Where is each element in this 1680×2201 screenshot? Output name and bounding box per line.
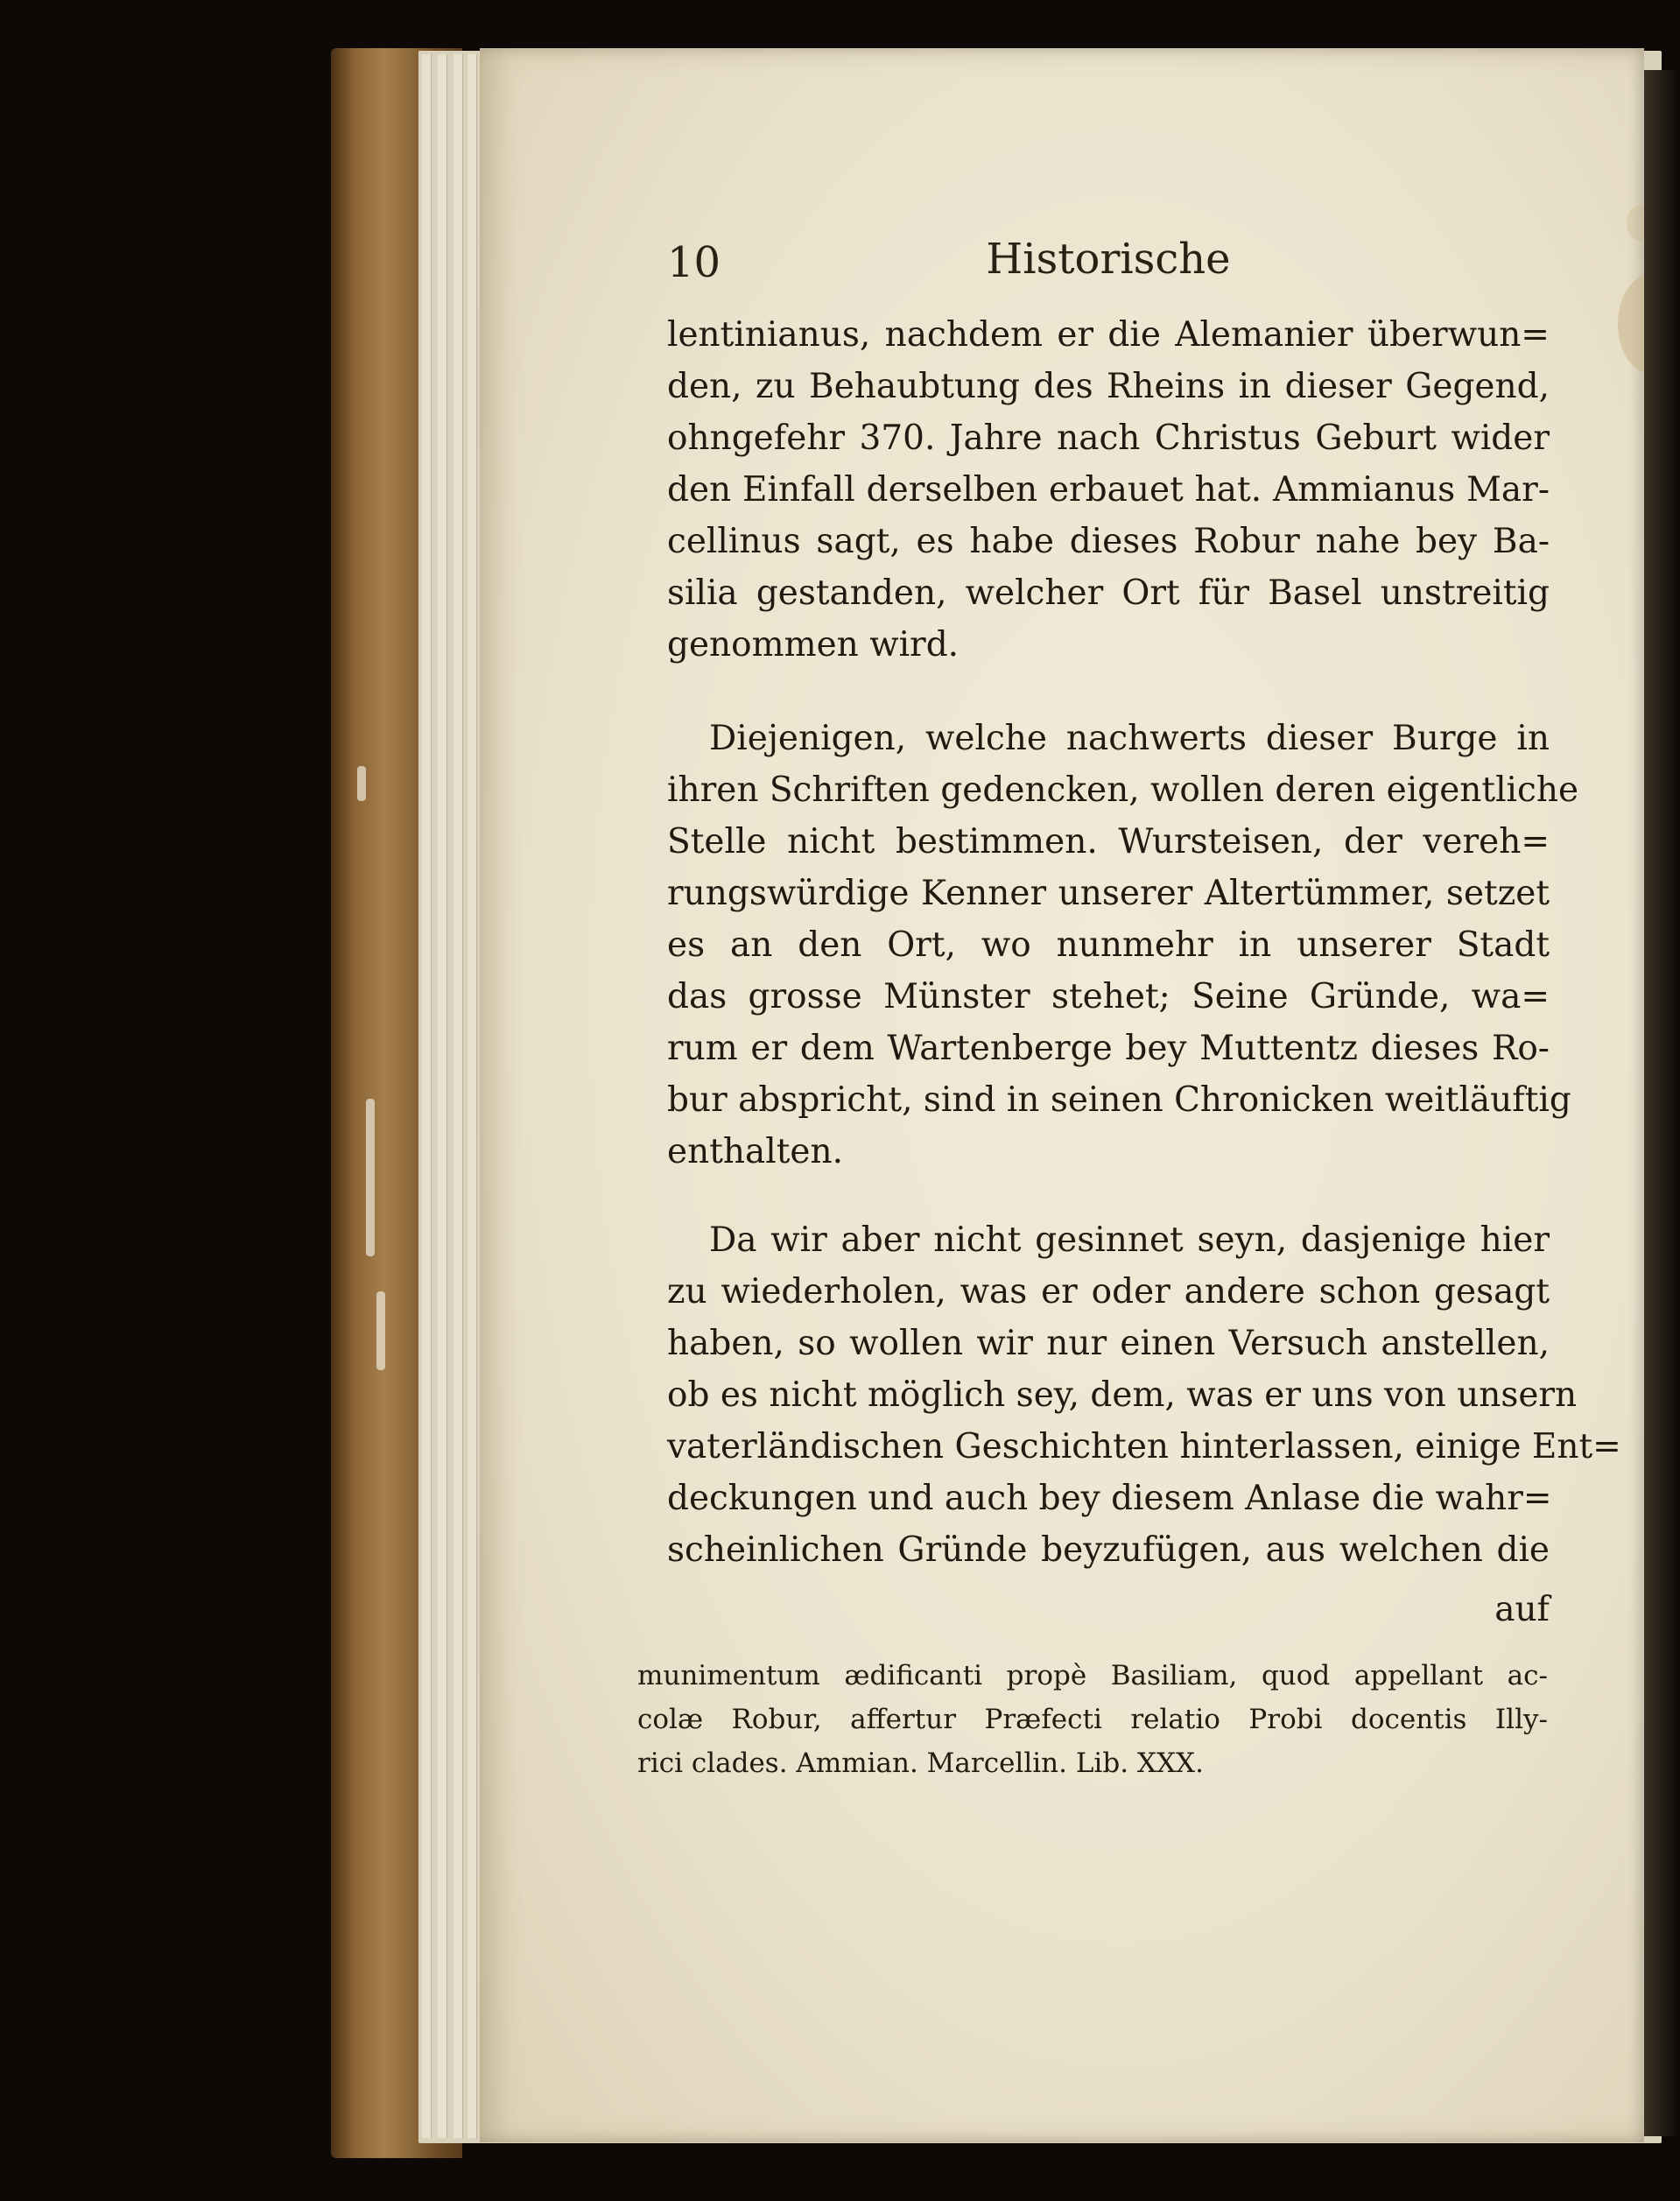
body-line: Da wir aber nicht gesinnet seyn, dasjenige hier bbox=[709, 1220, 1550, 1260]
body-line: deckungen und auch bey diesem Anlase die wahr= bbox=[667, 1479, 1552, 1518]
body-line: cellinus sagt, es habe dieses Robur nahe bey Ba- bbox=[667, 522, 1550, 561]
body-line: enthalten. bbox=[667, 1132, 843, 1171]
body-line: bur abspricht, sind in seinen Chronicken weitläuftig bbox=[667, 1080, 1571, 1120]
body-line: rungswürdige Kenner unserer Altertümmer, setzet bbox=[667, 874, 1550, 913]
body-line: scheinlichen Gründe beyzufügen, aus welchen die bbox=[667, 1530, 1550, 1570]
catchword: auf bbox=[1494, 1590, 1550, 1629]
body-line: silia gestanden, welcher Ort für Basel unstreitig bbox=[667, 573, 1550, 613]
spine-wear-mark bbox=[357, 766, 366, 801]
body-line: Diejenigen, welche nachwerts dieser Burge in bbox=[709, 719, 1550, 758]
page-edge bbox=[438, 54, 447, 2138]
page-edge bbox=[453, 54, 463, 2138]
body-line: ob es nicht möglich sey, dem, was er uns von unsern bbox=[667, 1375, 1578, 1415]
running-head: Historische bbox=[986, 235, 1231, 284]
page-edge bbox=[422, 54, 432, 2138]
body-line: rum er dem Wartenberge bey Muttentz dieses Ro- bbox=[667, 1029, 1550, 1068]
body-line: den, zu Behaubtung des Rheins in dieser Gegend, bbox=[667, 367, 1550, 406]
body-line: das grosse Münster stehet; Seine Gründe, wa= bbox=[667, 977, 1550, 1016]
footnote-line: rici clades. Ammian. Marcellin. Lib. XXX. bbox=[637, 1747, 1204, 1779]
page-number: 10 bbox=[667, 238, 721, 287]
body-line: vaterländischen Geschichten hinterlassen, einige Ent= bbox=[667, 1427, 1621, 1466]
footnote-line: colæ Robur, affertur Præfecti relatio Probi docentis Illy- bbox=[637, 1704, 1548, 1735]
body-line: es an den Ort, wo nunmehr in unserer Stadt bbox=[667, 925, 1550, 965]
spine-wear-mark bbox=[366, 1099, 375, 1256]
spine-wear-mark bbox=[376, 1291, 385, 1370]
page-edge bbox=[467, 54, 477, 2138]
page-header bbox=[667, 235, 1550, 291]
body-line: lentinianus, nachdem er die Alemanier überwun= bbox=[667, 315, 1550, 355]
body-line: genommen wird. bbox=[667, 625, 959, 665]
footnote-line: munimentum ædificanti propè Basiliam, quod appellant ac- bbox=[637, 1660, 1548, 1691]
body-line: ohngefehr 370. Jahre nach Christus Geburt wider bbox=[667, 418, 1550, 458]
body-line: haben, so wollen wir nur einen Versuch anstellen, bbox=[667, 1324, 1550, 1363]
body-line: zu wiederholen, was er oder andere schon gesagt bbox=[667, 1272, 1550, 1311]
body-line: ihren Schriften gedencken, wollen deren eigentliche bbox=[667, 770, 1579, 810]
body-line: den Einfall derselben erbauet hat. Ammianus Mar- bbox=[667, 470, 1550, 510]
body-line: Stelle nicht bestimmen. Wursteisen, der vereh= bbox=[667, 822, 1550, 861]
page-gutter-shadow bbox=[1644, 70, 1680, 2136]
